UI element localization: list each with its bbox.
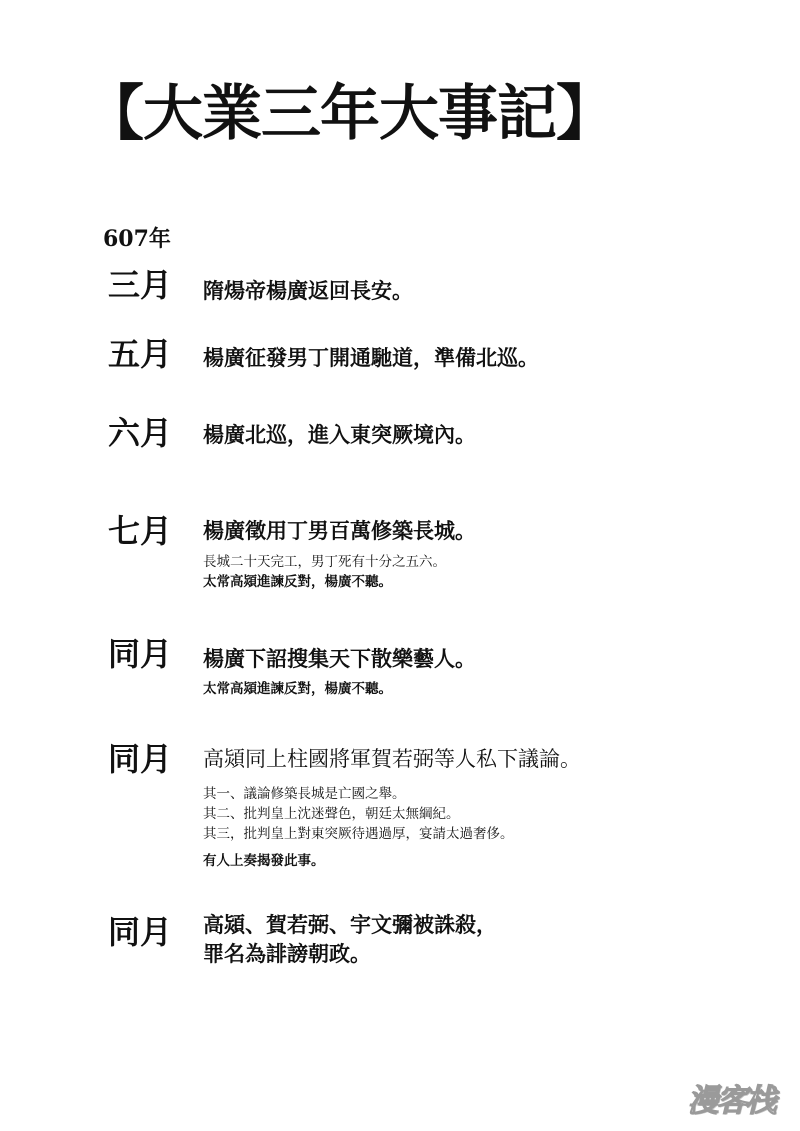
event-text: 高熲、賀若弼、宇文彌被誅殺， [203, 913, 497, 937]
month-label: 六月 [108, 414, 173, 452]
event-text: 隋煬帝楊廣返回長安。 [203, 279, 413, 303]
event-note: 其三，批判皇上對東突厥待遇過厚，宴請太過奢侈。 [203, 826, 514, 842]
year-label: 607年 [103, 226, 171, 252]
event-note: 其一、議論修築長城是亡國之舉。 [203, 786, 406, 802]
event-text: 高熲同上柱國將軍賀若弼等人私下議論。 [203, 747, 581, 771]
watermark-logo: 漫客栈 [687, 1082, 775, 1119]
month-label: 七月 [108, 512, 173, 550]
event-note: 太常高熲進諫反對，楊廣不聽。 [203, 681, 392, 697]
event-note: 有人上奏揭發此事。 [203, 853, 325, 869]
month-label: 同月 [108, 740, 173, 778]
event-text: 楊廣徵用丁男百萬修築長城。 [203, 519, 476, 543]
month-label: 同月 [108, 635, 173, 673]
page-title: 【大業三年大事記】 [84, 79, 615, 149]
event-text: 楊廣征發男丁開通馳道，準備北巡。 [203, 346, 539, 370]
event-note: 長城二十天完工，男丁死有十分之五六。 [203, 554, 446, 570]
event-note: 太常高熲進諫反對，楊廣不聽。 [203, 574, 392, 590]
month-label: 五月 [108, 335, 173, 373]
event-text: 楊廣北巡，進入東突厥境內。 [203, 423, 476, 447]
event-text: 罪名為誹謗朝政。 [203, 942, 371, 966]
event-text: 楊廣下詔搜集天下散樂藝人。 [203, 647, 476, 671]
month-label: 三月 [108, 266, 173, 304]
month-label: 同月 [108, 913, 173, 951]
event-note: 其二、批判皇上沈迷聲色，朝廷太無綱紀。 [203, 806, 460, 822]
